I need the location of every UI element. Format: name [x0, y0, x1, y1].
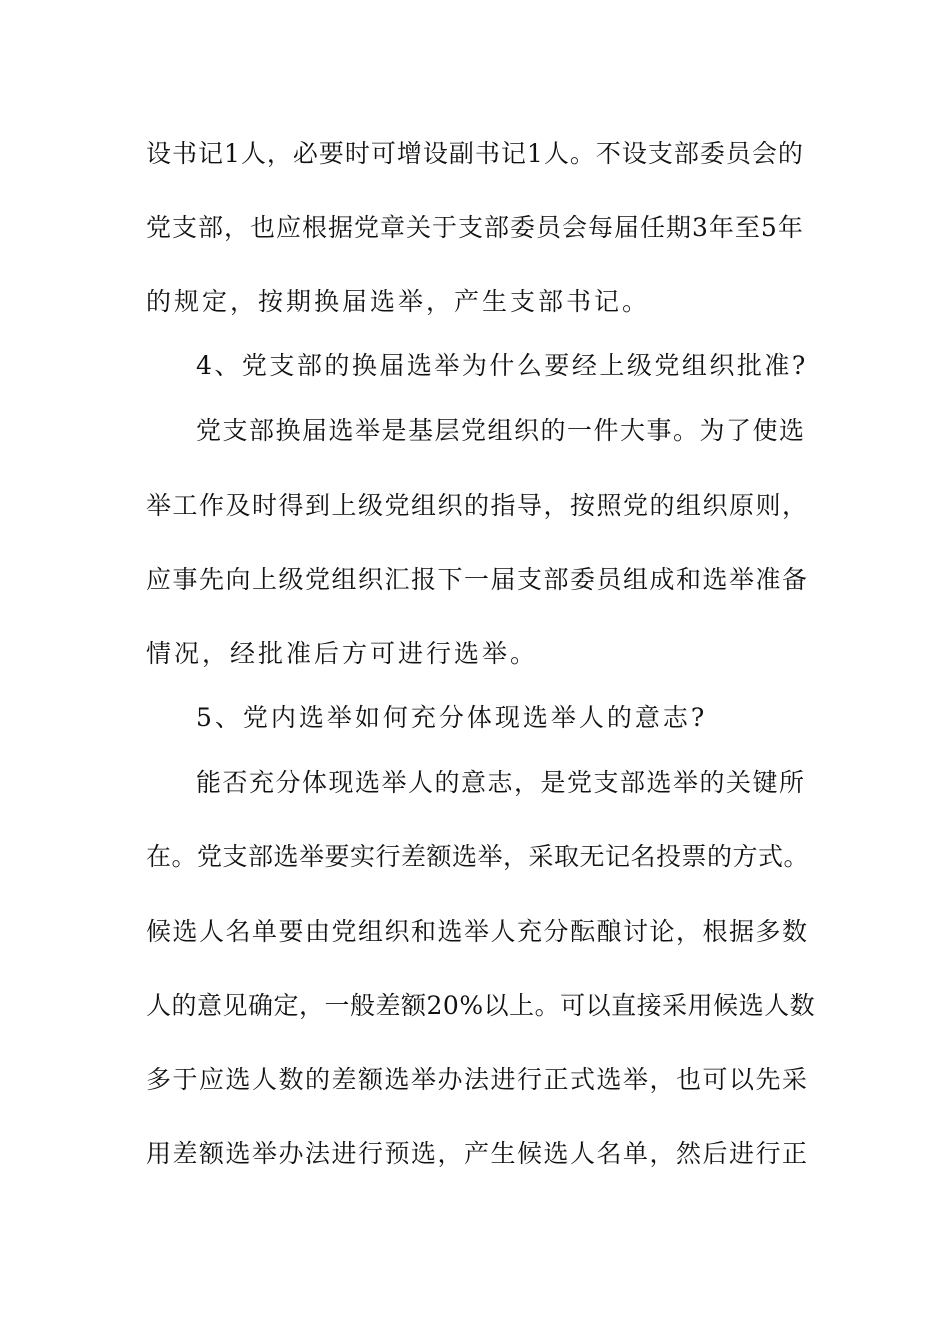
- text-line: 应事先向上级党组织汇报下一届支部委员组成和选举准备: [146, 565, 809, 594]
- text-line: 候选人名单要由党组织和选举人充分酝酿讨论，根据多数: [146, 917, 809, 946]
- text-line: 党支部，也应根据党章关于支部委员会每届任期3年至5年: [146, 213, 804, 242]
- text-line: 设书记1人，必要时可增设副书记1人。不设支部委员会的: [146, 139, 804, 168]
- text-line: 举工作及时得到上级党组织的指导，按照党的组织原则，: [146, 491, 809, 520]
- text-line: 多于应选人数的差额选举办法进行正式选举，也可以先采: [146, 1065, 809, 1094]
- text-line: 情况，经批准后方可进行选举。: [146, 639, 539, 668]
- text-line: 能否充分体现选举人的意志，是党支部选举的关键所: [196, 768, 806, 797]
- section-heading: 4、党支部的换届选举为什么要经上级党组织批准?: [196, 351, 808, 380]
- section-heading: 5、党内选举如何充分体现选举人的意志?: [196, 703, 708, 732]
- text-line: 党支部换届选举是基层党组织的一件大事。为了使选: [196, 416, 806, 445]
- text-line: 用差额选举办法进行预选，产生候选人名单，然后进行正: [146, 1139, 809, 1168]
- text-line: 在。党支部选举要实行差额选举，采取无记名投票的方式。: [146, 842, 810, 871]
- text-line: 人的意见确定，一般差额20%以上。可以直接采用候选人数: [146, 991, 816, 1020]
- text-line: 的规定，按期换届选举，产生支部书记。: [146, 287, 651, 316]
